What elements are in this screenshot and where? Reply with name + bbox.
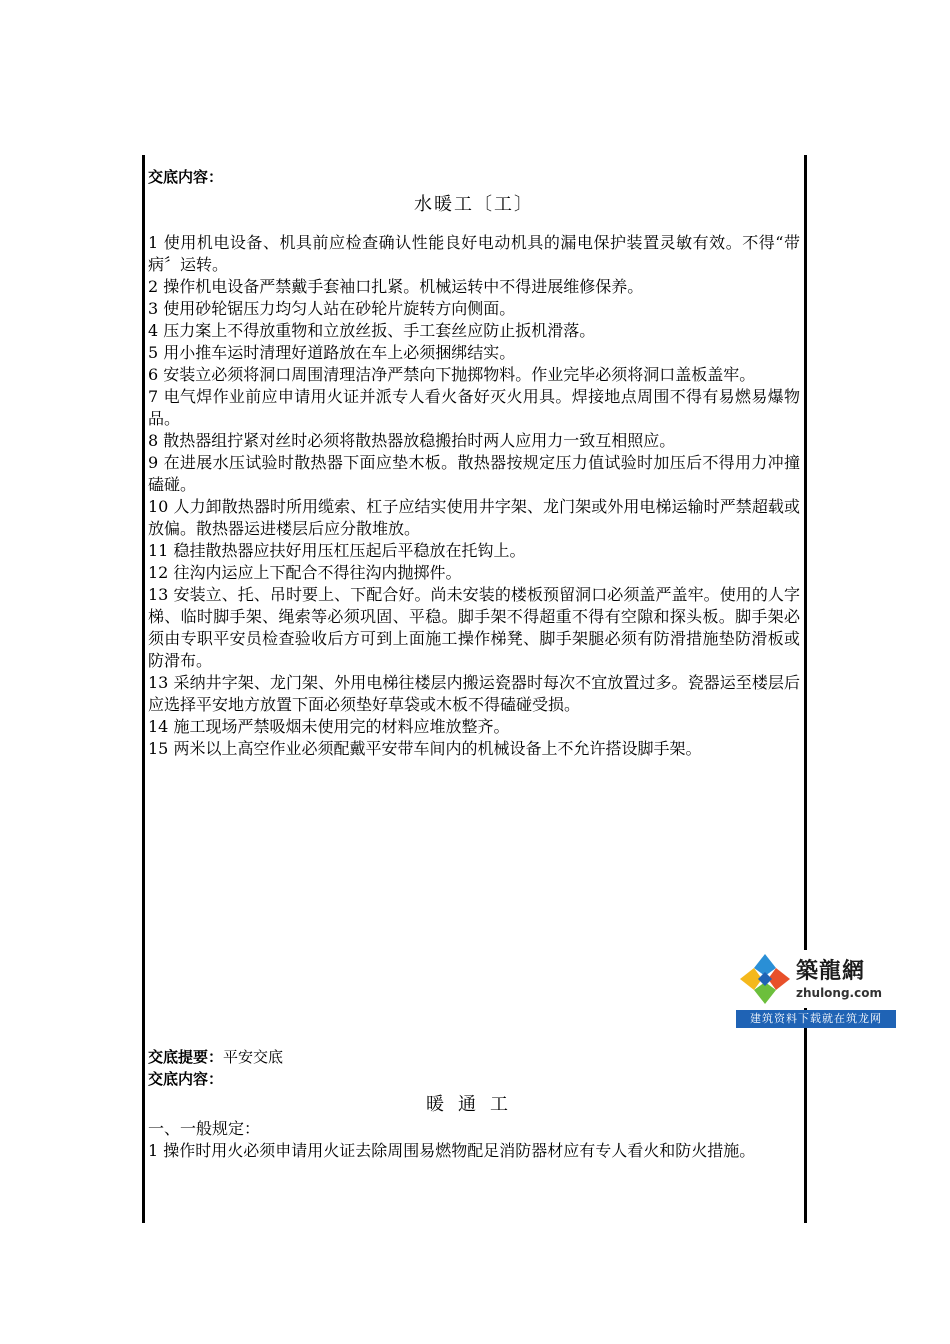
section-title: 水暖工〔工〕 [414,194,534,215]
list-item: 3 使用砂轮锯压力均匀人站在砂轮片旋转方向侧面。 [148,299,516,318]
subheading: 一、一般规定： [148,1119,261,1138]
table-border-right [804,155,807,1223]
section-1 [148,166,800,760]
list-item: 6 安装立必须将洞口周围清理洁净严禁向下抛掷物料。作业完毕必须将洞口盖板盖牢。 [148,365,756,384]
list-item: 10 人力卸散热器时所用缆索、杠子应结实使用井字架、龙门架或外用电梯运输时严禁超载或放偏。散热器运进楼层后应分散堆放。 [148,497,800,538]
summary-label: 交底提要： [148,1048,224,1066]
list-item: 8 散热器组拧紧对丝时必须将散热器放稳搬抬时两人应用力一致互相照应。 [148,431,676,450]
list-item: 1 操作时用火必须申请用火证去除周围易燃物配足消防器材应有专人看火和防火措施。 [148,1141,756,1160]
section-title: 暖通工 [426,1094,522,1115]
list-item: 13 采纳井字架、龙门架、外用电梯往楼层内搬运瓷器时每次不宜放置过多。瓷器运至楼层后应选择平安地方放置下面必须垫好草袋或木板不得磕碰受损。 [148,673,800,714]
content-label: 交底内容： [148,168,224,186]
list-item: 14 施工现场严禁吸烟未使用完的材料应堆放整齐。 [148,717,510,736]
logo-domain: zhulong.com [796,986,882,1000]
list-item: 5 用小推车运时清理好道路放在车上必须捆绑结实。 [148,343,516,362]
zhulong-logo-icon [736,950,794,1008]
list-item: 7 电气焊作业前应申请用火证并派专人看火备好灭火用具。焊接地点周围不得有易燃易爆物品。 [148,387,800,428]
table-border-left [142,155,145,1223]
logo-chinese-name: 築龍網 [796,958,866,984]
summary-value: 平安交底 [223,1048,284,1066]
list-item: 2 操作机电设备严禁戴手套袖口扎紧。机械运转中不得进展维修保养。 [148,277,644,296]
list-item: 4 压力案上不得放重物和立放丝扳、手工套丝应防止扳机滑落。 [148,321,596,340]
list-item: 1 使用机电设备、机具前应检查确认性能良好电动机具的漏电保护装置灵敏有效。不得“带病〞运转。 [148,233,800,274]
zhulong-logo[interactable] [736,950,896,1028]
summary-row [148,1046,800,1068]
list-item: 9 在进展水压试验时散热器下面应垫木板。散热器按规定压力值试验时加压后不得用力冲撞磕碰。 [148,453,800,494]
list-item: 13 安装立、托、吊时要上、下配合好。尚未安装的楼板预留洞口必须盖严盖牢。使用的人字梯、临时脚手架、绳索等必须巩固、平稳。脚手架不得超重不得有空隙和探头板。脚手架必须由专职平安员检查验收后方可到上面施工操作梯凳、脚手架腿必须有防滑措施垫防滑板或防滑布。 [148,585,800,670]
content-label: 交底内容： [148,1070,224,1088]
list-item: 11 稳挂散热器应扶好用压杠压起后平稳放在托钩上。 [148,541,526,560]
list-item: 15 两米以上高空作业必须配戴平安带车间内的机械设备上不允许搭设脚手架。 [148,739,702,758]
logo-tagline: 建筑资料下载就在筑龙网 [736,1010,896,1028]
section-2 [148,1046,800,1162]
list-item: 12 往沟内运应上下配合不得往沟内抛掷件。 [148,563,462,582]
